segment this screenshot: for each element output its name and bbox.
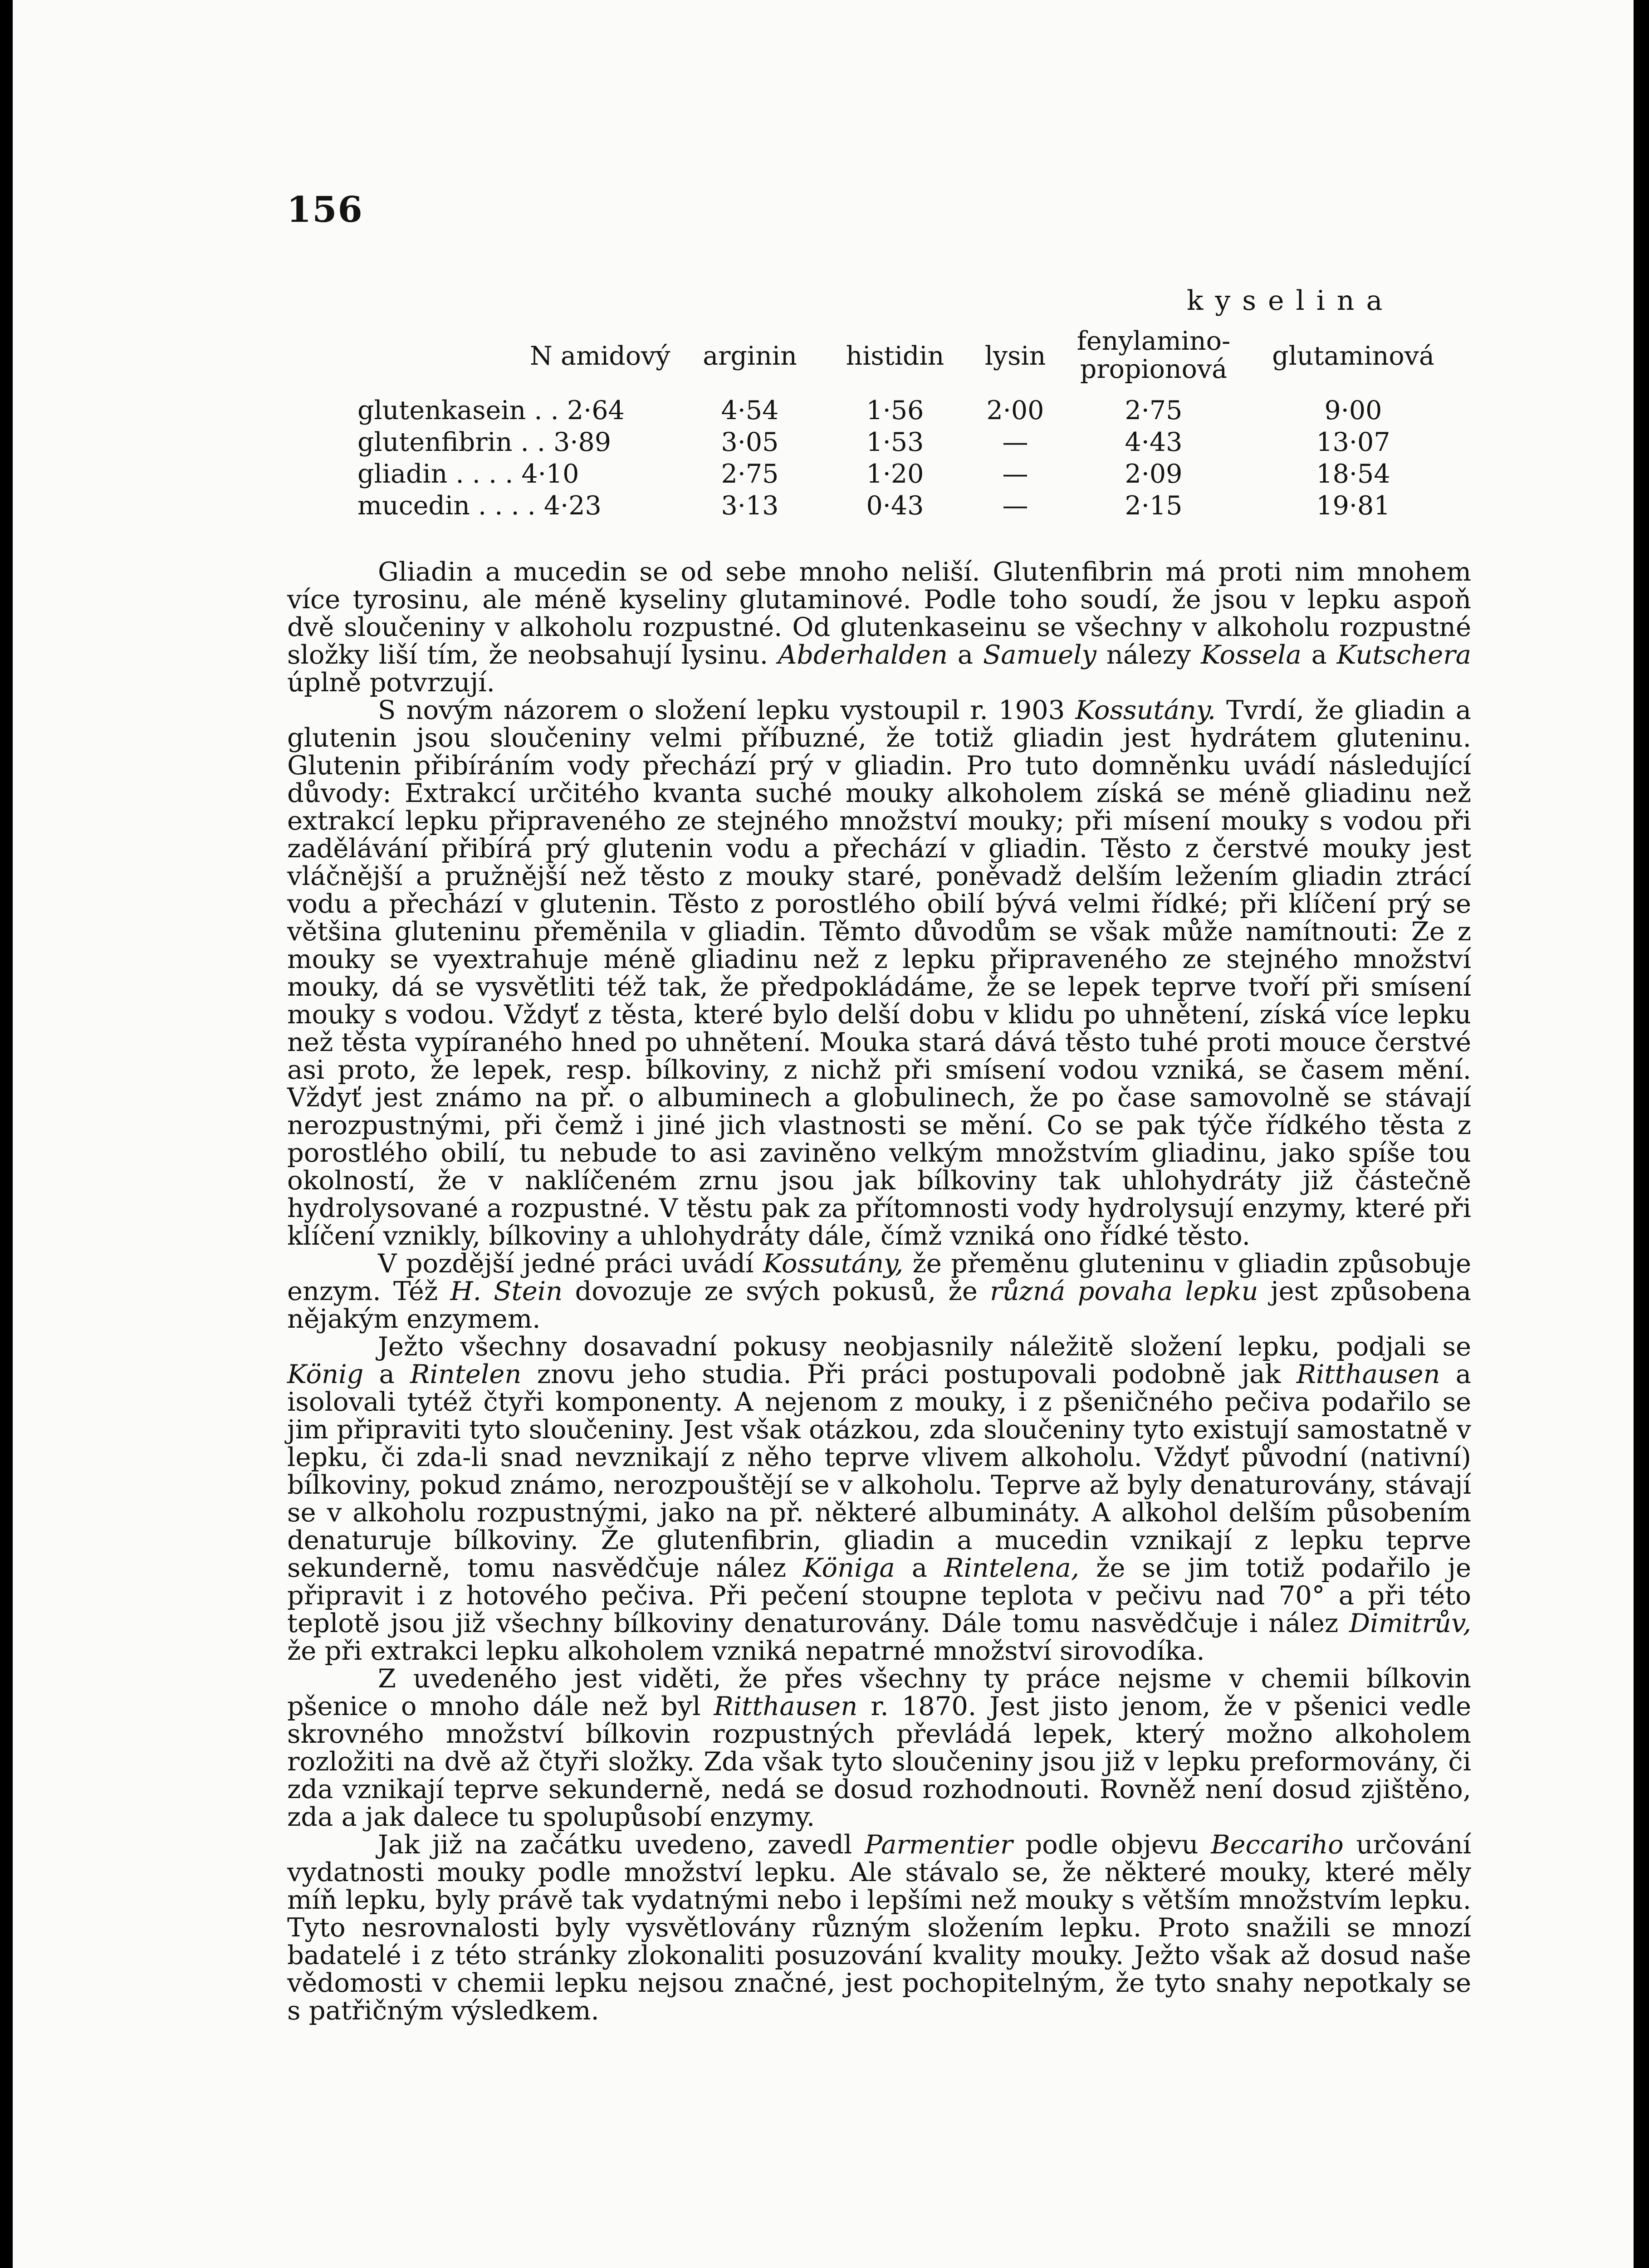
cell-arginin: 4·54 [721,396,779,425]
col-header-n-amidovy: N amidový [530,341,670,371]
text-run: Gliadin a mucedin se od sebe mnoho neliší. Glutenfibrin má proti nim mnohem více tyrosinu, ale méně kyseliny glutaminové. Podle toho soudí, že jsou v lepku aspoň dvě sloučeniny v alkoholu rozpustné. Od glutenkaseinu se všechny v alkoholu rozpustné složky liší tím, že neobsahují lysinu. [287,557,1471,670]
row-label: gliadin . . . . 4·10 [357,459,579,489]
text-run: S novým názorem o složení lepku vystoupil r. 1903 [378,695,1065,725]
cell-lysin: 2·00 [986,396,1044,425]
author-name: Ritthausen [1296,1359,1440,1389]
author-name: H. Stein [450,1276,563,1306]
cell-lysin: — [1002,491,1028,521]
row-label: glutenfibrin . . 3·89 [357,427,611,457]
cell-arginin: 3·05 [721,427,779,457]
cell-histidin: 1·20 [866,459,924,489]
author-name: Parmentier [865,1829,1013,1860]
paragraph [287,1831,1471,2024]
cell-histidin: 1·53 [866,427,924,457]
text-run: Z uvedeného jest viděti, že přes všechny ty práce nejsme v chemii bílkovin pšenice o mnoho dále než byl [287,1663,1471,1721]
text-run: a [379,1359,395,1389]
text-run: určování vydatnosti mouky podle množství lepku. Ale stávalo se, že některé mouky, které měly míň lepku, byly právě tak vydatnými nebo i lepšími než mouky s větším množstvím lepku. Tyto nesrovnalosti byly vysvětlovány různým složením lepku. Proto snažili se mnozí badatelé i z této stránky zlokonaliti posuzování kvality mouky. Ježto však až dosud naše vědomosti v chemii lepku nejsou značné, jest pochopitelným, že tyto snahy nepotkaly se s patřičným výsledkem. [287,1829,1472,2026]
text-run: V pozdější jedné práci uvádí [378,1248,754,1279]
author-name: Abderhalden [778,640,948,670]
page-number: 156 [287,189,363,230]
author-name: Samuely [983,640,1096,670]
text-run: nálezy [1106,640,1191,670]
author-name: Kossutány, [763,1248,904,1279]
cell-glutaminova: 13·07 [1316,427,1390,457]
table-header-blank [357,318,530,395]
cell-histidin: 0·43 [866,491,924,521]
col-header-glutaminova: glutaminová [1272,341,1434,371]
cell-fenyl: 2·15 [1125,491,1183,521]
author-name: Kutschera [1336,640,1472,670]
paragraph [287,558,1471,696]
paragraph [287,1333,1471,1665]
cell-glutaminova: 9·00 [1324,396,1382,425]
cell-lysin: — [1002,459,1028,489]
author-name: Kossela [1201,640,1302,670]
cell-arginin: 2·75 [721,459,779,489]
author-name: Königa [803,1553,895,1583]
text-run: a [1311,640,1327,670]
col-header-histidin: histidin [846,341,944,371]
table-group-header: kyselina [1187,285,1395,317]
body-text [287,558,1471,2024]
text-run: a isolovali tytéž čtyři komponenty. A nejenom z mouky, i z pšeničného pečiva podařilo se jim připraviti tyto sloučeniny. Jest však otázkou, zda sloučeniny tyto existují samostatně v lepku, či zda-li snad nevznikají z něho teprve vlivem alkoholu. Vždyť původní (nativní) bílkoviny, pokud známo, nerozpouštějí se v alkoholu. Teprve až byly denaturovány, stávají se v alkoholu rozpustnými, jako na př. některé albumináty. A alkohol delším působením denaturuje bílkoviny. Že glutenfibrin, gliadin a mucedin vznikají z lepku teprve sekunderně, tomu nasvědčuje nález [287,1359,1472,1583]
author-name: Kossutány. [1075,695,1216,725]
paragraph [287,696,1471,1250]
emphasis: různá povaha lepku [990,1276,1258,1306]
cell-arginin: 3·13 [721,491,779,521]
author-name: König [287,1359,364,1389]
cell-fenyl: 2·75 [1125,396,1183,425]
row-label: mucedin . . . . 4·23 [357,491,602,521]
text-run: Jak již na začátku uvedeno, zavedl [378,1829,852,1860]
cell-glutaminova: 19·81 [1316,491,1390,521]
author-name: Rintelena, [944,1553,1079,1583]
table-row [357,395,1460,426]
cell-glutaminova: 18·54 [1316,459,1390,489]
col-header-fenylaminopropionova [1061,318,1247,395]
text-run: Ježto všechny dosavadní pokusy neobjasnily náležitě složení lepku, podjali se [378,1331,1471,1362]
text-run: znovu jeho studia. Při práci postupovali podobně jak [537,1359,1281,1389]
paragraph [287,1665,1471,1831]
author-name: Rintelen [410,1359,522,1389]
text-run: a [911,1553,928,1583]
author-name: Beccariho [1211,1829,1344,1860]
cell-fenyl: 4·43 [1125,427,1183,457]
cell-lysin: — [1002,427,1028,457]
text-run: Tvrdí, že gliadin a glutenin jsou sloučeniny velmi příbuzné, že totiž gliadin jest hydrátem gluteninu. Glutenin přibíráním vody přechází prý v gliadin. Pro tuto domněnku uvádí následující důvody: Extrakcí určitého kvanta suché mouky alkoholem získá se méně gliadinu než extrakcí lepku připraveného ze stejného množství mouky; při mísení mouky s vodou při zadělávání přibírá prý glutenin vodu a přechází v gliadin. Těsto z čerstvé mouky jest vláčnější a pružnější než těsto z mouky staré, poněvadž delším ležením gliadin ztrácí vodu a přechází v glutenin. Těsto z porostlého obilí bývá velmi řídké; při klíčení prý se většina gluteninu přeměnila v gliadin. Těmto důvodům se však může namítnouti: Že z mouky se vyextrahuje méně gliadinu než z lepku připraveného ze stejného množství mouky, dá se vysvětliti též tak, že předpokládáme, že se lepek teprve tvoří při smísení mouky s vodou. Vždyť z těsta, které bylo delší dobu v klidu po uhnětení, získá více lepku než těsta vypíraného hned po uhnětení. Mouka stará dává těsto tuhé proti mouce čerstvé asi proto, že lepek, resp. bílkoviny, z nichž při smísení vodou vzniká, se časem mění. Vždyť jest známo na př. o albuminech a globulinech, že po čase samovolně se stávají nerozpustnými, při čemž i jiné jich vlastnosti se mění. Co se pak týče řídkého těsta z porostlého obilí, tu nebude to asi zaviněno velkým množstvím gliadinu, jako spíše tou okolností, že v naklíčeném zrnu jsou jak bílkoviny tak uhlohydráty již částečně hydrolysované a rozpustné. V těstu pak za přítomnosti vody hydrolysují enzymy, které při klíčení vznikly, bílkoviny a uhlohydráty dále, čímž vzniká ono řídké těsto. [287,695,1472,1251]
text-run: úplně potvrzují. [287,667,495,698]
col-header-fenyl-line1: fenylamino- [1076,326,1231,356]
text-run: a [957,640,974,670]
row-label: glutenkasein . . 2·64 [357,396,625,425]
text-run: r. 1870. Jest jisto jenom, že v pšenici vedle skrovného množství bílkovin rozpustných převládá lepek, který možno alkoholem rozložiti na dvě až čtyři složky. Zda však tyto sloučeniny jsou již v lepku preformovány, či zda vznikají teprve sekunderně, nedá se dosud rozhodnouti. Rovněž není dosud zjištěno, zda a jak dalece tu spolupůsobí enzymy. [287,1691,1471,1832]
cell-histidin: 1·56 [866,396,924,425]
text-run: jest způsobena nějakým enzymem. [287,1276,1471,1334]
col-header-fenyl-line2: propionová [1080,354,1228,384]
text-run: že přeměnu gluteninu v gliadin způsobuje enzym. Též [287,1248,1472,1306]
author-name: Dimitrův, [1349,1608,1472,1638]
col-header-lysin: lysin [984,341,1046,371]
amino-acid-table [357,318,1460,522]
text-run: že při extrakci lepku alkoholem vzniká nepatrné množství sirovodíka. [287,1636,1205,1666]
text-run: dovozuje ze svých pokusů, že [575,1276,978,1306]
text-run: že se jim totiž podařilo je připravit i z hotového pečiva. Při pečení stoupne teplota v pečivu nad 70° a při této teplotě jsou již všechny bílkoviny denaturovány. Dále tomu nasvědčuje i nález [287,1553,1472,1638]
table-row [357,458,1460,490]
col-header-arginin: arginin [703,341,797,371]
cell-fenyl: 2·09 [1125,459,1183,489]
document-page [13,0,1634,2268]
author-name: Ritthausen [714,1691,858,1721]
text-run: podle objevu [1025,1829,1199,1860]
table-row [357,490,1460,522]
paragraph [287,1250,1471,1333]
table-row [357,426,1460,458]
